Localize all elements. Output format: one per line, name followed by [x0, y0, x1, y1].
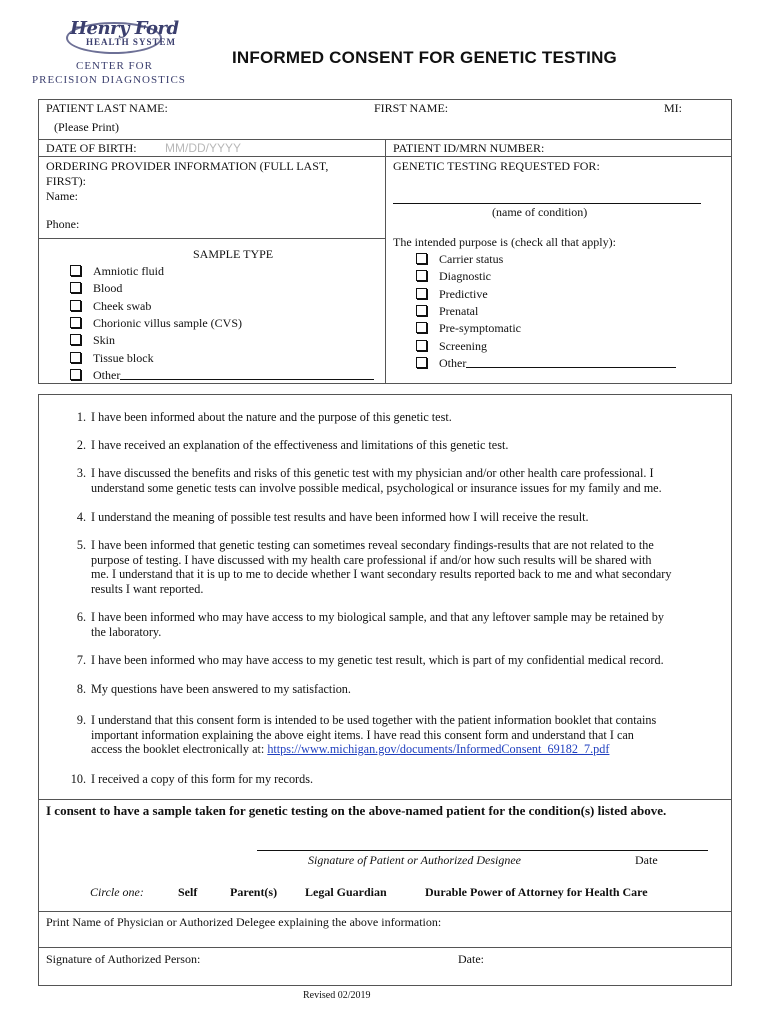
item-text-line — [91, 772, 726, 787]
checkbox[interactable] — [70, 334, 81, 345]
item-number: 6. — [76, 610, 86, 624]
item-text — [91, 510, 726, 525]
purpose-label: Diagnostic — [439, 269, 491, 284]
item-number: 4. — [76, 510, 86, 524]
item-number: 2. — [76, 438, 86, 452]
consent-statement: I consent to have a sample taken for genetic testing on the above-named patient for the condition(s) listed above. — [46, 803, 667, 818]
item-line-text: I have discussed the benefits and risks of this genetic test with my physician and/or other health care professional. I — [91, 466, 654, 480]
item-line-text: results I want reported. — [91, 581, 204, 596]
divider — [38, 156, 732, 157]
henry-ford-logo — [30, 18, 200, 86]
item-number: 1. — [76, 410, 86, 424]
item-text-line — [91, 728, 726, 743]
purpose-option[interactable] — [416, 356, 676, 371]
logo-health-system: HEALTH SYSTEM — [86, 37, 176, 47]
divider — [385, 139, 386, 384]
consent-item — [66, 438, 726, 453]
item-number: 10. — [70, 772, 86, 786]
dob-field[interactable]: MM/DD/YYYY — [165, 141, 242, 155]
item-line-text: I have been informed about the nature and the purpose of this genetic test. — [91, 410, 452, 424]
purpose-label: The intended purpose is (check all that apply): — [393, 235, 616, 249]
item-line-text: purpose of testing. I have discussed with my health care professional if and/or how such results will be shared with — [91, 552, 652, 567]
consent-item — [66, 610, 726, 639]
item-number: 5. — [76, 538, 86, 552]
checkbox[interactable] — [70, 265, 81, 276]
item-line-text: I have been informed who may have access to my genetic test result, which is part of my confidential medical record. — [91, 653, 664, 667]
purpose-option[interactable] — [416, 339, 487, 354]
purpose-option[interactable] — [416, 321, 521, 336]
item-text-line — [91, 410, 726, 425]
divider — [38, 911, 732, 912]
item-text — [91, 713, 726, 757]
purpose-option[interactable] — [416, 304, 478, 319]
circle-one-label: Circle one: — [90, 885, 144, 899]
purpose-label: Other — [439, 355, 467, 370]
mi-label: MI: — [664, 101, 682, 115]
divider — [38, 238, 385, 239]
sample-type-label: Tissue block — [93, 350, 154, 365]
item-text-line — [91, 538, 726, 553]
sample-type-option[interactable] — [70, 316, 242, 331]
item-text — [91, 538, 726, 596]
purpose-label: Prenatal — [439, 303, 479, 318]
signature-label: Signature of Patient or Authorized Designee — [308, 853, 521, 867]
item-line-text: important information explaining the above eight items. I have read this consent form and understand that I can — [91, 727, 634, 742]
item-line-text: I have been informed who may have access to my biological sample, and that any leftover sample may be retained by — [91, 610, 664, 624]
provider-label-line2: FIRST): — [46, 174, 87, 188]
consent-item — [66, 510, 726, 525]
item-line-text: I have been informed that genetic testing can sometimes reveal secondary findings-results that are not related to the — [91, 538, 654, 552]
item-line-text: I have received an explanation of the effectiveness and limitations of this genetic test. — [91, 438, 509, 452]
sample-type-label: Amniotic fluid — [93, 264, 164, 278]
item-text-line — [91, 466, 726, 481]
item-text-line — [91, 438, 726, 453]
sample-type-label: Chorionic villus sample (CVS) — [93, 315, 242, 330]
checkbox[interactable] — [416, 322, 427, 333]
purpose-label: Pre-symptomatic — [439, 321, 521, 336]
item-text-line — [91, 682, 726, 697]
consent-item — [66, 538, 726, 596]
item-text — [91, 410, 726, 425]
item-text-line — [91, 742, 726, 757]
physician-name-label: Print Name of Physician or Authorized Delegee explaining the above information: — [46, 915, 442, 929]
sample-type-label: Blood — [93, 281, 123, 296]
checkbox[interactable] — [70, 282, 81, 293]
authorized-date-label: Date: — [458, 952, 484, 966]
genetic-testing-label: GENETIC TESTING REQUESTED FOR: — [393, 159, 600, 173]
sample-type-label: Cheek swab — [93, 298, 152, 313]
item-text-line — [91, 610, 726, 625]
consent-item — [66, 653, 726, 668]
please-print-label: (Please Print) — [54, 120, 119, 134]
sample-type-label: Skin — [93, 333, 116, 348]
provider-label-line1: ORDERING PROVIDER INFORMATION (FULL LAST, — [46, 159, 329, 173]
item-text — [91, 610, 726, 639]
consent-item — [66, 713, 726, 757]
item-text — [91, 772, 726, 787]
option-power-of-attorney[interactable]: Durable Power of Attorney for Health Care — [425, 885, 648, 899]
option-legal-guardian[interactable]: Legal Guardian — [305, 885, 387, 899]
item-text-line — [91, 553, 726, 568]
item-line-text: I understand the meaning of possible test results and have been informed how I will receive the result. — [91, 510, 589, 524]
last-name-label: PATIENT LAST NAME: — [46, 101, 168, 115]
signature-date-label: Date — [635, 853, 658, 867]
purpose-label: Predictive — [439, 286, 488, 301]
item-line-text: access the booklet electronically at: — [91, 742, 268, 756]
sample-type-title: SAMPLE TYPE — [193, 247, 274, 261]
authorized-signature-label: Signature of Authorized Person: — [46, 952, 201, 966]
first-name-label: FIRST NAME: — [374, 101, 449, 115]
purpose-label: Screening — [439, 338, 487, 353]
checkbox[interactable] — [416, 305, 427, 316]
revised-date: Revised 02/2019 — [303, 990, 371, 1001]
sample-type-option[interactable] — [70, 333, 115, 348]
item-line-text: My questions have been answered to my satisfaction. — [91, 682, 351, 696]
checkbox[interactable] — [416, 340, 427, 351]
purpose-option[interactable] — [416, 287, 488, 302]
item-text-line — [91, 582, 726, 597]
provider-phone-label: Phone: — [46, 217, 80, 231]
sample-type-option[interactable] — [70, 299, 151, 314]
sample-type-option[interactable] — [70, 281, 122, 296]
item-text-line — [91, 481, 726, 496]
purpose-option[interactable] — [416, 269, 491, 284]
signature-line[interactable] — [257, 850, 708, 851]
item-number: 7. — [76, 653, 86, 667]
purpose-option[interactable] — [416, 252, 503, 267]
purpose-label: Carrier status — [439, 252, 504, 266]
item-text — [91, 466, 726, 495]
option-parents[interactable]: Parent(s) — [230, 885, 278, 899]
item-line-text: me. I understand that it is up to me to decide whether I want secondary results reported back to me and what secondary — [91, 567, 672, 581]
checkbox[interactable] — [70, 369, 81, 380]
item-line-text: I understand that this consent form is intended to be used together with the patient information booklet that contains — [91, 713, 657, 727]
item-text — [91, 438, 726, 453]
checkbox[interactable] — [416, 288, 427, 299]
consent-item — [66, 466, 726, 495]
condition-caption: (name of condition) — [492, 205, 588, 219]
item-number: 9. — [76, 713, 86, 727]
consent-item — [66, 772, 726, 787]
sample-type-option[interactable] — [70, 351, 154, 366]
sample-other-line[interactable] — [120, 369, 374, 380]
item-text — [91, 653, 726, 668]
sample-type-option[interactable] — [70, 264, 164, 279]
purpose-other-line[interactable] — [466, 357, 676, 368]
item-text-line — [91, 713, 726, 728]
checkbox[interactable] — [70, 352, 81, 363]
checkbox[interactable] — [70, 317, 81, 328]
option-self[interactable]: Self — [178, 885, 198, 899]
item-number: 8. — [76, 682, 86, 696]
dob-label: DATE OF BIRTH: — [46, 141, 137, 155]
patient-id-label: PATIENT ID/MRN NUMBER: — [393, 141, 545, 155]
booklet-link[interactable]: https://www.michigan.gov/documents/InformedConsent_69182_7.pdf — [267, 742, 610, 756]
item-line-text: understand some genetic tests can involve possible medical, psychological or insurance issues for my family and me. — [91, 480, 662, 495]
checkbox[interactable] — [70, 300, 81, 311]
item-text — [91, 682, 726, 697]
sample-type-label: Other — [93, 367, 121, 382]
checkbox[interactable] — [416, 270, 427, 281]
item-text-line — [91, 510, 726, 525]
checkbox[interactable] — [416, 253, 427, 264]
item-number: 3. — [76, 466, 86, 480]
document-title: INFORMED CONSENT FOR GENETIC TESTING — [232, 48, 617, 67]
item-line-text: the laboratory. — [91, 624, 162, 639]
logo-center-line2: PRECISION DIAGNOSTICS — [32, 74, 186, 86]
divider — [38, 799, 732, 800]
item-text-line — [91, 567, 726, 582]
item-line-text: I received a copy of this form for my records. — [91, 772, 313, 786]
consent-item — [66, 682, 726, 697]
condition-line[interactable] — [393, 203, 701, 204]
logo-script: Henry Ford — [70, 18, 179, 39]
provider-name-label: Name: — [46, 189, 78, 203]
sample-type-option[interactable] — [70, 368, 374, 383]
item-text-line — [91, 653, 726, 668]
item-text-line — [91, 625, 726, 640]
consent-item — [66, 410, 726, 425]
logo-center-line1: CENTER FOR — [76, 60, 153, 72]
checkbox[interactable] — [416, 357, 427, 368]
divider — [38, 947, 732, 948]
